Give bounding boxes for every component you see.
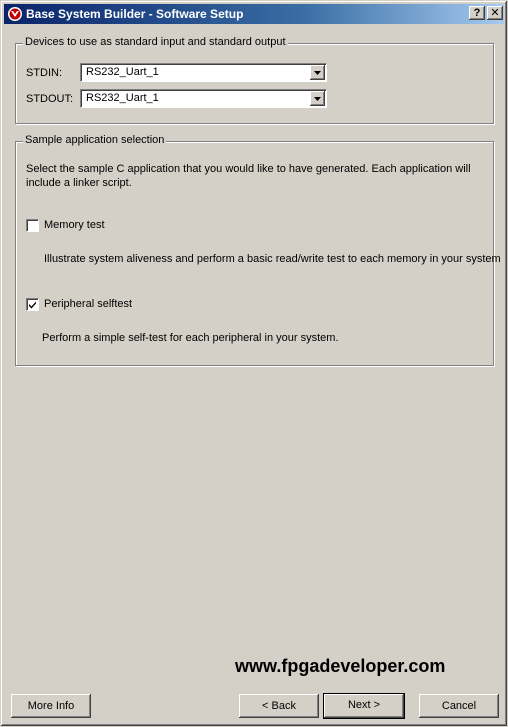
stdin-dropdown-arrow[interactable] [310,65,325,80]
peripheral-selftest-label[interactable]: Peripheral selftest [44,298,133,310]
intro-text-line2: include a linker script. [26,177,132,189]
help-button[interactable]: ? [469,6,485,20]
memory-test-label[interactable]: Memory test [44,219,105,231]
stdin-select[interactable] [80,63,327,82]
checkmark-icon [28,300,37,309]
stdout-label: STDOUT: [26,93,74,105]
back-button[interactable]: < Back [239,694,319,718]
stdout-dropdown-arrow[interactable] [310,91,325,106]
peripheral-selftest-checkbox[interactable] [26,298,39,311]
chevron-down-icon [314,71,321,75]
xilinx-logo-icon [7,6,23,22]
window-title: Base System Builder - Software Setup [26,7,244,21]
stdout-select[interactable] [80,89,327,108]
stdin-value: RS232_Uart_1 [86,66,159,78]
more-info-button[interactable]: More Info [11,694,91,718]
memory-test-checkbox[interactable] [26,219,39,232]
title-bar[interactable] [4,4,504,24]
next-button[interactable]: Next > [323,693,405,719]
chevron-down-icon [314,97,321,101]
cancel-button[interactable]: Cancel [419,694,499,718]
sample-app-legend: Sample application selection [25,134,165,146]
io-devices-group [15,36,494,124]
close-button[interactable]: ✕ [487,6,503,20]
stdout-value: RS232_Uart_1 [86,92,159,104]
watermark-text: www.fpgadeveloper.com [235,656,446,676]
intro-text-line1: Select the sample C application that you would like to have generated. Each application will [26,163,471,175]
stdin-label: STDIN: [26,67,63,79]
peripheral-selftest-description: Perform a simple self-test for each peripheral in your system. [42,332,339,344]
memory-test-description: Illustrate system aliveness and perform a basic read/write test to each memory in your system [44,253,501,265]
io-devices-legend: Devices to use as standard input and standard output [25,36,286,48]
